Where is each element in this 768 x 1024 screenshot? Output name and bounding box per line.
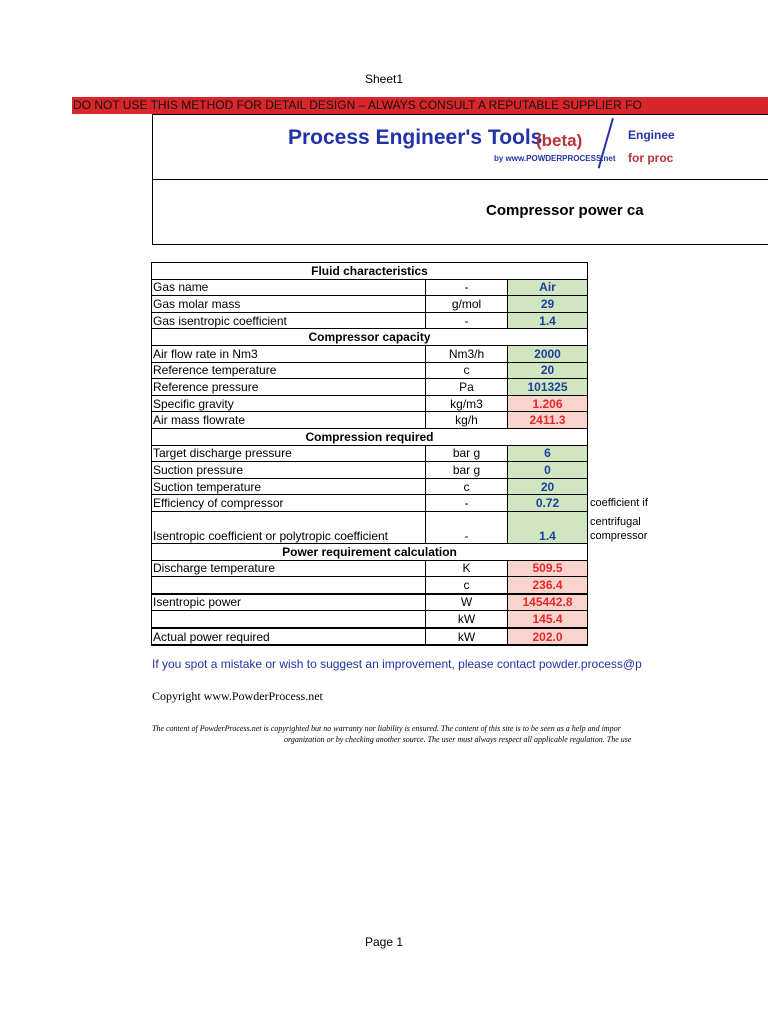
- row-unit: -: [426, 495, 508, 512]
- table-row: [152, 395, 688, 412]
- row-label: Specific gravity: [152, 395, 426, 412]
- section-row: [152, 263, 688, 280]
- ref-temp-input[interactable]: 20: [508, 362, 588, 379]
- row-unit: c: [426, 577, 508, 594]
- table-row: [152, 511, 688, 543]
- logo-side-text-1: Enginee: [628, 128, 675, 142]
- row-label: Reference pressure: [152, 379, 426, 396]
- calculation-table: [151, 262, 688, 646]
- row-label: Discharge temperature: [152, 560, 426, 577]
- disclaimer-line-1: The content of PowderProcess.net is copyrighted but no warranty nor liability is ensured. The content of this site is to be seen as a help and impor: [152, 724, 621, 733]
- row-unit: bar g: [426, 445, 508, 462]
- copyright-text: Copyright www.PowderProcess.net: [152, 689, 323, 703]
- page-number: Page 1: [364, 935, 404, 949]
- isentropic-power-kw-output: 145.4: [508, 611, 588, 628]
- row-unit: kg/m3: [426, 395, 508, 412]
- contact-text: If you spot a mistake or wish to suggest an improvement, please contact powder.process@p: [152, 657, 642, 671]
- ref-pressure-input[interactable]: 101325: [508, 379, 588, 396]
- row-label: Isentropic power: [152, 594, 426, 611]
- section-capacity: Compressor capacity: [152, 329, 588, 346]
- table-row: [152, 611, 688, 628]
- table-row: [152, 495, 688, 512]
- discharge-temp-k-output: 509.5: [508, 560, 588, 577]
- row-unit: W: [426, 594, 508, 611]
- flow-rate-input[interactable]: 2000: [508, 345, 588, 362]
- row-unit: g/mol: [426, 296, 508, 313]
- row-unit: -: [426, 511, 508, 543]
- specific-gravity-output: 1.206: [508, 395, 588, 412]
- logo-beta: (beta): [536, 131, 583, 150]
- row-label: Target discharge pressure: [152, 445, 426, 462]
- isentropic-power-w-output: 145442.8: [508, 594, 588, 611]
- row-label: Gas isentropic coefficient: [152, 312, 426, 329]
- logo-title: Process Engineer's Tools: [288, 126, 543, 149]
- efficiency-input[interactable]: 0.72: [508, 495, 588, 512]
- section-power: Power requirement calculation: [152, 543, 588, 560]
- row-label: Gas name: [152, 279, 426, 296]
- row-label: Reference temperature: [152, 362, 426, 379]
- row-label: Suction pressure: [152, 462, 426, 479]
- table-row: [152, 279, 688, 296]
- row-label: Air flow rate in Nm3: [152, 345, 426, 362]
- row-label: [152, 611, 426, 628]
- table-row: [152, 362, 688, 379]
- note-line: centrifugal: [590, 516, 641, 529]
- header-divider: [152, 179, 768, 180]
- row-unit: K: [426, 560, 508, 577]
- section-fluid: Fluid characteristics: [152, 263, 588, 280]
- poly-coef-input[interactable]: 1.4: [508, 511, 588, 543]
- logo-byline: by www.POWDERPROCESS.net: [494, 154, 616, 163]
- gas-name-input[interactable]: Air: [508, 279, 588, 296]
- table-row: [152, 445, 688, 462]
- row-unit: bar g: [426, 462, 508, 479]
- discharge-temp-c-output: 236.4: [508, 577, 588, 594]
- row-unit: c: [426, 478, 508, 495]
- row-unit: kg/h: [426, 412, 508, 429]
- row-unit: c: [426, 362, 508, 379]
- row-unit: -: [426, 312, 508, 329]
- table-row: [152, 478, 688, 495]
- table-row: [152, 560, 688, 577]
- row-label: Gas molar mass: [152, 296, 426, 313]
- suction-pressure-input[interactable]: 0: [508, 462, 588, 479]
- table-row: [152, 577, 688, 594]
- section-row: [152, 543, 688, 560]
- table-row: [152, 628, 688, 646]
- calculator-title: Compressor power ca: [486, 202, 644, 219]
- table-row: [152, 312, 688, 329]
- table-row: [152, 345, 688, 362]
- section-compression: Compression required: [152, 428, 588, 445]
- molar-mass-input[interactable]: 29: [508, 296, 588, 313]
- discharge-pressure-input[interactable]: 6: [508, 445, 588, 462]
- mass-flow-output: 2411.3: [508, 412, 588, 429]
- actual-power-output: 202.0: [508, 628, 588, 646]
- section-row: [152, 428, 688, 445]
- note-line: compressor: [590, 530, 648, 543]
- disclaimer-line-2: organization or by checking another source. The user must always respect all applicable regulation. The use: [284, 735, 632, 744]
- row-unit: -: [426, 279, 508, 296]
- row-label: Air mass flowrate: [152, 412, 426, 429]
- table-row: [152, 379, 688, 396]
- row-unit: Pa: [426, 379, 508, 396]
- row-label: [152, 577, 426, 594]
- efficiency-note: coefficient if: [590, 497, 648, 510]
- row-unit: kW: [426, 628, 508, 646]
- row-label: Isentropic coefficient or polytropic coefficient: [152, 511, 426, 543]
- row-label: Suction temperature: [152, 478, 426, 495]
- table-row: [152, 412, 688, 429]
- row-label: Efficiency of compressor: [152, 495, 426, 512]
- warning-banner: DO NOT USE THIS METHOD FOR DETAIL DESIGN – ALWAYS CONSULT A REPUTABLE SUPPLIER FO: [72, 97, 768, 114]
- table-row: [152, 296, 688, 313]
- suction-temp-input[interactable]: 20: [508, 478, 588, 495]
- isentropic-coef-input[interactable]: 1.4: [508, 312, 588, 329]
- poly-coef-note: [588, 511, 688, 543]
- table-row: [152, 594, 688, 611]
- sheet-title: Sheet1: [364, 72, 404, 86]
- row-unit: Nm3/h: [426, 345, 508, 362]
- section-row: [152, 329, 688, 346]
- row-label: Actual power required: [152, 628, 426, 646]
- logo-side-text-2: for proc: [628, 151, 674, 165]
- table-row: [152, 462, 688, 479]
- row-unit: kW: [426, 611, 508, 628]
